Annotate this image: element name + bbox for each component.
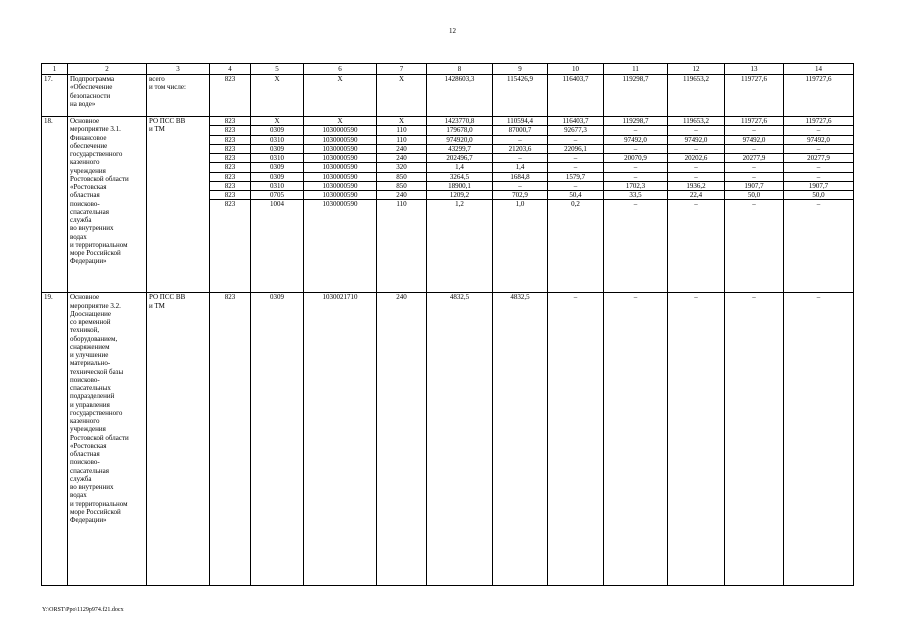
table-cell: – bbox=[784, 200, 854, 293]
table-cell: 1423770,8 bbox=[427, 117, 493, 126]
table-cell: 202496,7 bbox=[427, 154, 493, 163]
table-cell: 4832,5 bbox=[427, 293, 493, 586]
table-cell: 20277,9 bbox=[725, 154, 784, 163]
table-cell: Х bbox=[304, 75, 377, 117]
table-cell: 1702,3 bbox=[604, 181, 668, 190]
table-cell: 850 bbox=[377, 172, 427, 181]
row-executor: РО ПСС ВВ и ТМ bbox=[147, 117, 210, 293]
table-cell: – bbox=[604, 200, 668, 293]
table-cell: 92677,3 bbox=[548, 126, 604, 135]
table-cell: 1030021710 bbox=[304, 293, 377, 586]
column-number: 11 bbox=[604, 64, 668, 75]
table-cell: 119653,2 bbox=[668, 75, 725, 117]
table-cell: 1907,7 bbox=[725, 181, 784, 190]
table-cell: 179678,0 bbox=[427, 126, 493, 135]
table-cell: 119727,6 bbox=[784, 117, 854, 126]
table-cell: 1030000590 bbox=[304, 144, 377, 153]
table-cell: 240 bbox=[377, 154, 427, 163]
table-cell: 1428603,3 bbox=[427, 75, 493, 117]
table-cell: – bbox=[668, 126, 725, 135]
column-number: 9 bbox=[493, 64, 548, 75]
table-cell: Х bbox=[251, 75, 304, 117]
table-cell: 119653,2 bbox=[668, 117, 725, 126]
row-executor: РО ПСС ВВ и ТМ bbox=[147, 293, 210, 586]
table-cell: – bbox=[548, 154, 604, 163]
table-cell: 1030000590 bbox=[304, 172, 377, 181]
table-cell: 823 bbox=[210, 154, 251, 163]
table-cell: 1030000590 bbox=[304, 154, 377, 163]
table-cell: 50,4 bbox=[548, 191, 604, 200]
budget-table bbox=[41, 63, 854, 586]
table-cell: 823 bbox=[210, 144, 251, 153]
table-cell: 823 bbox=[210, 163, 251, 172]
table-cell: 87000,7 bbox=[493, 126, 548, 135]
column-number: 3 bbox=[147, 64, 210, 75]
column-number: 13 bbox=[725, 64, 784, 75]
column-number: 10 bbox=[548, 64, 604, 75]
page-number: 12 bbox=[449, 27, 456, 35]
table-cell: 116403,7 bbox=[548, 117, 604, 126]
table-cell: – bbox=[668, 293, 725, 586]
table-cell: 702,9 bbox=[493, 191, 548, 200]
table-cell: 823 bbox=[210, 191, 251, 200]
table-cell: – bbox=[784, 293, 854, 586]
table-cell: 22,4 bbox=[668, 191, 725, 200]
table-cell: 974920,0 bbox=[427, 135, 493, 144]
table-cell: 21203,6 bbox=[493, 144, 548, 153]
table-cell: 97492,0 bbox=[604, 135, 668, 144]
row-number: 18. bbox=[42, 117, 68, 293]
table-cell: Х bbox=[304, 117, 377, 126]
table-cell: 4832,5 bbox=[493, 293, 548, 586]
table-cell: 823 bbox=[210, 126, 251, 135]
table-cell: 1907,7 bbox=[784, 181, 854, 190]
table-cell: 1030000590 bbox=[304, 135, 377, 144]
table-cell: 119727,6 bbox=[784, 75, 854, 117]
table-cell: – bbox=[784, 144, 854, 153]
column-number: 2 bbox=[68, 64, 147, 75]
table-cell: – bbox=[493, 181, 548, 190]
table-cell: 119298,7 bbox=[604, 117, 668, 126]
table-cell: 50,0 bbox=[725, 191, 784, 200]
column-number: 6 bbox=[304, 64, 377, 75]
table-cell: – bbox=[784, 163, 854, 172]
table-cell: 1,0 bbox=[493, 200, 548, 293]
table-cell: 1684,8 bbox=[493, 172, 548, 181]
table-cell: 50,0 bbox=[784, 191, 854, 200]
table-cell: 119298,7 bbox=[604, 75, 668, 117]
table-cell: 3264,5 bbox=[427, 172, 493, 181]
table-cell: 110 bbox=[377, 126, 427, 135]
table-cell: 0309 bbox=[251, 293, 304, 586]
table-cell: 823 bbox=[210, 135, 251, 144]
table-cell: 1,2 bbox=[427, 200, 493, 293]
column-number: 8 bbox=[427, 64, 493, 75]
table-cell: 1030000590 bbox=[304, 191, 377, 200]
footer-file-path: Y:\ORST\Ppo\1129p974.f21.docx bbox=[42, 607, 124, 613]
column-number: 5 bbox=[251, 64, 304, 75]
table-cell: 0309 bbox=[251, 172, 304, 181]
table-cell: 1004 bbox=[251, 200, 304, 293]
table-cell: 20070,9 bbox=[604, 154, 668, 163]
table-cell: 1030000590 bbox=[304, 163, 377, 172]
row-number: 17. bbox=[42, 75, 68, 117]
table-cell: 240 bbox=[377, 191, 427, 200]
table-cell: 119727,6 bbox=[725, 117, 784, 126]
table-cell: 110594,4 bbox=[493, 117, 548, 126]
table-cell: 97492,0 bbox=[668, 135, 725, 144]
table-row bbox=[42, 75, 854, 117]
table-cell: 0705 bbox=[251, 191, 304, 200]
table-cell: 823 bbox=[210, 293, 251, 586]
table-cell: 240 bbox=[377, 293, 427, 586]
table-cell: – bbox=[548, 293, 604, 586]
table-cell: – bbox=[548, 163, 604, 172]
table-cell: Х bbox=[377, 117, 427, 126]
row-executor: всего и том числе: bbox=[147, 75, 210, 117]
table-cell: 1,4 bbox=[493, 163, 548, 172]
table-cell: 119727,6 bbox=[725, 75, 784, 117]
table-cell: 1030000590 bbox=[304, 181, 377, 190]
table-cell: – bbox=[604, 172, 668, 181]
table-cell: 115426,9 bbox=[493, 75, 548, 117]
table-cell: 33,5 bbox=[604, 191, 668, 200]
table-cell: – bbox=[604, 126, 668, 135]
column-number: 7 bbox=[377, 64, 427, 75]
table-cell: – bbox=[493, 135, 548, 144]
table-cell: – bbox=[784, 172, 854, 181]
table-cell: 823 bbox=[210, 172, 251, 181]
table-cell: 823 bbox=[210, 75, 251, 117]
table-cell: – bbox=[668, 163, 725, 172]
table-cell: – bbox=[548, 135, 604, 144]
table-cell: – bbox=[668, 144, 725, 153]
table-cell: 20202,6 bbox=[668, 154, 725, 163]
table-cell: 97492,0 bbox=[725, 135, 784, 144]
table-cell: 240 bbox=[377, 144, 427, 153]
table-cell: Х bbox=[251, 117, 304, 126]
column-number: 12 bbox=[668, 64, 725, 75]
table-cell: 823 bbox=[210, 200, 251, 293]
column-number: 1 bbox=[42, 64, 68, 75]
table-cell: 1030000590 bbox=[304, 200, 377, 293]
table-cell: 1209,2 bbox=[427, 191, 493, 200]
table-cell: 110 bbox=[377, 135, 427, 144]
row-description: Основное мероприятие 3.1. Финансовое обеспечение государственного казенного учреждения Ростовской области «Ростовская областная поисково- спасательная служба во внутренних водах и территориальном море Российской Федерации» bbox=[68, 117, 147, 293]
table-cell: 22096,1 bbox=[548, 144, 604, 153]
table-cell: 20277,9 bbox=[784, 154, 854, 163]
table-cell: – bbox=[725, 126, 784, 135]
table-cell: 0,2 bbox=[548, 200, 604, 293]
table-cell: – bbox=[725, 144, 784, 153]
table-cell: – bbox=[668, 172, 725, 181]
table-row bbox=[42, 293, 854, 586]
table-cell: 0309 bbox=[251, 163, 304, 172]
table-cell: – bbox=[668, 200, 725, 293]
table-cell: – bbox=[604, 144, 668, 153]
table-cell: 0310 bbox=[251, 135, 304, 144]
table-cell: Х bbox=[377, 75, 427, 117]
column-number-row bbox=[42, 64, 854, 75]
column-number: 4 bbox=[210, 64, 251, 75]
table-cell: – bbox=[725, 293, 784, 586]
table-cell: 1,4 bbox=[427, 163, 493, 172]
table-cell: 850 bbox=[377, 181, 427, 190]
table-cell: 116403,7 bbox=[548, 75, 604, 117]
table-cell: – bbox=[725, 172, 784, 181]
table-cell: 1936,2 bbox=[668, 181, 725, 190]
table-cell: 823 bbox=[210, 181, 251, 190]
table-cell: 0309 bbox=[251, 126, 304, 135]
column-number: 14 bbox=[784, 64, 854, 75]
table-cell: – bbox=[548, 181, 604, 190]
table-cell: 0309 bbox=[251, 144, 304, 153]
table-cell: 0310 bbox=[251, 154, 304, 163]
table-cell: – bbox=[493, 154, 548, 163]
table-cell: 823 bbox=[210, 117, 251, 126]
row-description: Подпрограмма «Обеспечение безопасности на воде» bbox=[68, 75, 147, 117]
table-row bbox=[42, 117, 854, 126]
table-cell: – bbox=[604, 293, 668, 586]
table-cell: – bbox=[604, 163, 668, 172]
table-cell: 1030000590 bbox=[304, 126, 377, 135]
table-cell: – bbox=[784, 126, 854, 135]
row-number: 19. bbox=[42, 293, 68, 586]
row-description: Основное мероприятие 3.2. Дооснащение со временной техникой, оборудованием, снаряжением и улучшение материально- технической базы поисково- спасательных подразделений и управления государственного казенного учреждения Ростовской области «Ростовская областная поисково- спасательная служба во внутренних водах и территориальном море Российской Федерации» bbox=[68, 293, 147, 586]
table-cell: 1579,7 bbox=[548, 172, 604, 181]
table-cell: – bbox=[725, 200, 784, 293]
table-cell: 0310 bbox=[251, 181, 304, 190]
table-cell: – bbox=[725, 163, 784, 172]
table-cell: 43299,7 bbox=[427, 144, 493, 153]
table-cell: 320 bbox=[377, 163, 427, 172]
table-cell: 97492,0 bbox=[784, 135, 854, 144]
table-cell: 18900,1 bbox=[427, 181, 493, 190]
table-cell: 110 bbox=[377, 200, 427, 293]
